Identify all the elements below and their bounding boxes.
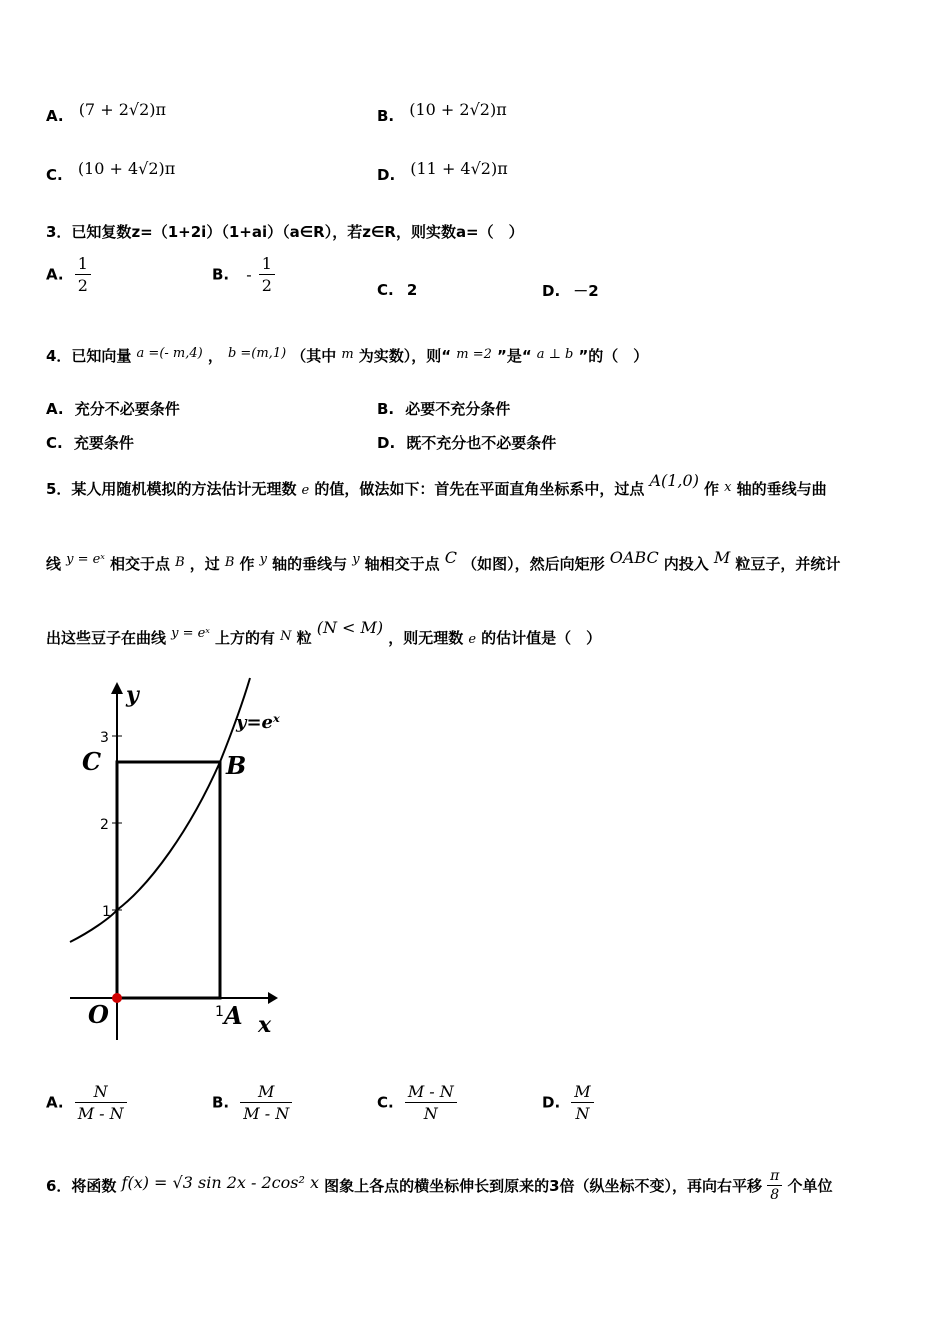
q3-option-b xyxy=(212,254,275,295)
curve-label: y=eˣ xyxy=(236,712,280,733)
q3-stem: 3．已知复数z=（1+2i）（1+ai）（a∈R），若z∈R，则实数a=（ ） xyxy=(46,223,524,241)
option-text: 充分不必要条件 xyxy=(74,400,180,418)
fraction xyxy=(240,1082,292,1123)
vector-b: b =(m,1) xyxy=(227,346,287,361)
q5-text: 上方的有 xyxy=(215,629,276,647)
q4-text: 4．已知向量 xyxy=(46,347,132,365)
option-value: －2 xyxy=(573,282,599,300)
fraction-numerator: M - N xyxy=(407,1082,454,1101)
fraction-denominator: N xyxy=(571,1102,593,1123)
q4-option-c xyxy=(46,432,134,453)
tick-label-1-y: 1 xyxy=(102,904,111,920)
option-label: D. xyxy=(542,282,561,300)
y-axis-label: y xyxy=(126,682,139,708)
q5-option-a xyxy=(46,1082,127,1123)
q5-text: 的估计值是（ ） xyxy=(481,629,602,647)
q2-option-c xyxy=(46,159,176,184)
q5-line-3 xyxy=(46,618,602,648)
y-axis-arrow-icon xyxy=(111,682,123,694)
q5-option-c xyxy=(377,1082,457,1123)
fraction-numerator: N xyxy=(93,1082,108,1101)
q4-text: 为实数），则“ xyxy=(358,347,452,365)
curve-equation: y = eˣ xyxy=(66,552,105,567)
option-text: 充要条件 xyxy=(73,434,134,452)
exponential-curve xyxy=(70,678,250,942)
fraction xyxy=(75,254,91,295)
q6-text: 图象上各点的横坐标伸长到原来的3倍（纵坐标不变），再向右平移 xyxy=(324,1177,763,1195)
option-label: A. xyxy=(46,400,64,418)
condition-n-lt-m: (N < M) xyxy=(316,618,384,637)
option-text: 必要不充分条件 xyxy=(405,400,511,418)
variable-x: x xyxy=(724,480,732,495)
point-b-label: B xyxy=(226,751,247,780)
point-a: A(1,0) xyxy=(649,471,699,490)
q5-text: 轴的垂线与曲 xyxy=(736,480,827,498)
fraction-numerator: M xyxy=(258,1082,275,1101)
option-label: B. xyxy=(377,107,395,125)
q2-option-d xyxy=(377,159,508,184)
option-expression: (7 + 2√2)π xyxy=(78,100,166,119)
q5-text: 线 xyxy=(46,555,62,573)
q4-option-d xyxy=(377,432,556,453)
q5-text: ，则无理数 xyxy=(388,629,464,647)
minus-sign: - xyxy=(246,265,252,284)
q4-text: （其中 xyxy=(291,347,337,365)
variable-e: e xyxy=(468,632,477,647)
fraction-pi-over-8 xyxy=(767,1168,782,1203)
fraction-numerator: M xyxy=(574,1082,591,1101)
q5-text: 出这些豆子在曲线 xyxy=(46,629,167,647)
q5-figure xyxy=(60,670,320,1050)
option-expression: (10 + 2√2)π xyxy=(409,100,507,119)
variable-y: y xyxy=(259,552,268,567)
rectangle-oabc: OABC xyxy=(609,548,659,567)
condition-m: m =2 xyxy=(456,347,492,362)
point-b: B xyxy=(224,555,235,570)
q5-text: 粒豆子，并统计 xyxy=(735,555,841,573)
point-c: C xyxy=(444,548,458,567)
q5-text: 作 xyxy=(239,555,255,573)
option-label: C. xyxy=(46,434,63,452)
q5-text: 作 xyxy=(704,480,720,498)
q5-text: 的值，做法如下：首先在平面直角坐标系中，过点 xyxy=(314,480,645,498)
option-label: B. xyxy=(377,400,395,418)
q5-option-d xyxy=(542,1082,594,1123)
fraction xyxy=(571,1082,593,1123)
q3-option-a xyxy=(46,254,91,295)
q5-option-b xyxy=(212,1082,292,1123)
option-label: A. xyxy=(46,265,64,284)
coordinate-diagram xyxy=(60,670,320,1050)
option-expression: (10 + 4√2)π xyxy=(77,159,176,178)
option-label: C. xyxy=(46,166,63,184)
vector-a: a =(- m,4) xyxy=(136,346,203,361)
q4-text: ”是“ xyxy=(496,347,532,365)
q2-option-b xyxy=(377,100,507,125)
tick-label-3: 3 xyxy=(100,730,109,746)
q6-text: 6．将函数 xyxy=(46,1177,117,1195)
q5-text: 内投入 xyxy=(663,555,709,573)
fraction-denominator: M - N xyxy=(240,1102,292,1123)
q5-text: 轴相交于点 xyxy=(364,555,440,573)
option-label: D. xyxy=(377,434,396,452)
perpendicular-expr: a ⊥ b xyxy=(536,347,574,362)
tick-label-1-x: 1 xyxy=(215,1004,224,1020)
q5-text: 5．某人用随机模拟的方法估计无理数 xyxy=(46,480,297,498)
option-label: B. xyxy=(212,265,230,284)
fraction xyxy=(259,254,275,295)
q4-option-b xyxy=(377,398,510,419)
q4-text: ， xyxy=(207,347,223,365)
fraction xyxy=(75,1082,127,1123)
option-label: C. xyxy=(377,1093,394,1112)
option-label: B. xyxy=(212,1093,230,1112)
q4-option-a xyxy=(46,398,180,419)
fraction-denominator: N xyxy=(405,1102,457,1123)
fraction-denominator: 2 xyxy=(259,274,275,295)
variable-y: y xyxy=(352,552,360,567)
option-label: A. xyxy=(46,1093,64,1112)
option-label: D. xyxy=(377,166,396,184)
fraction-denominator: 8 xyxy=(767,1185,782,1203)
point-b: B xyxy=(175,555,185,570)
tick-label-2: 2 xyxy=(100,817,109,833)
variable-e: e xyxy=(301,483,310,498)
fraction-denominator: M - N xyxy=(75,1102,127,1123)
q5-text: （如图），然后向矩形 xyxy=(462,555,605,573)
q5-text: 轴的垂线与 xyxy=(272,555,348,573)
fraction xyxy=(405,1082,457,1123)
variable-m: M xyxy=(713,548,731,567)
rectangle-oabc xyxy=(117,762,220,998)
option-label: C. xyxy=(377,281,394,299)
point-c-label: C xyxy=(82,747,102,776)
q4-stem xyxy=(46,345,648,366)
point-a-label: A xyxy=(224,1001,243,1030)
fraction-numerator: π xyxy=(770,1168,780,1184)
q5-text: 粒 xyxy=(296,629,312,647)
q5-line-1 xyxy=(46,471,827,499)
q5-text: ，过 xyxy=(189,555,220,573)
function-expression: f(x) = √3 sin 2x - 2cos² x xyxy=(121,1173,320,1192)
q5-line-2 xyxy=(46,548,841,574)
option-expression: (11 + 4√2)π xyxy=(410,159,508,178)
variable-m: m xyxy=(341,347,354,362)
q4-text: ”的（ ） xyxy=(578,347,649,365)
origin-dot xyxy=(112,993,122,1003)
option-value: 2 xyxy=(406,281,418,299)
option-text: 既不充分也不必要条件 xyxy=(406,434,557,452)
point-o-label: O xyxy=(88,1000,109,1029)
fraction-denominator: 2 xyxy=(75,274,91,295)
fraction-numerator: 1 xyxy=(261,254,272,273)
q3-option-d xyxy=(542,280,599,301)
x-axis-label: x xyxy=(258,1012,272,1038)
q6-stem xyxy=(46,1168,832,1203)
q3-option-c xyxy=(377,280,417,299)
variable-n: N xyxy=(280,629,292,644)
option-label: D. xyxy=(542,1093,561,1112)
fraction-numerator: 1 xyxy=(77,254,88,273)
q2-option-a xyxy=(46,100,166,125)
x-axis-arrow-icon xyxy=(268,992,278,1004)
q5-text: 相交于点 xyxy=(110,555,171,573)
curve-equation: y = eˣ xyxy=(171,626,210,641)
q6-text: 个单位 xyxy=(787,1177,833,1195)
option-label: A. xyxy=(46,107,64,125)
